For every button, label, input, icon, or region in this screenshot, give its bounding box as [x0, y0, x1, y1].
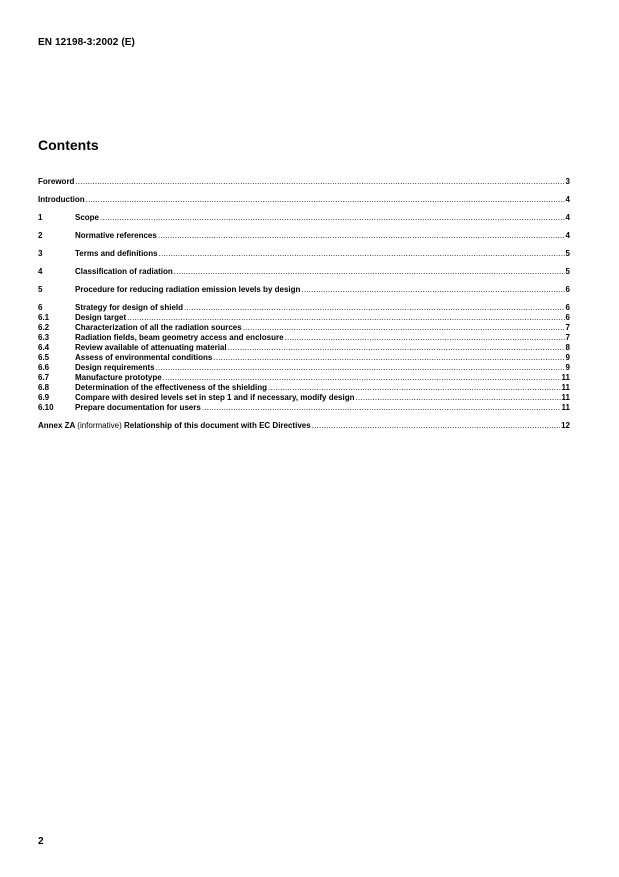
- toc-leader: [202, 403, 561, 413]
- toc-number: 1: [38, 213, 43, 222]
- toc-leader: [163, 373, 561, 383]
- toc-title: Prepare documentation for users: [75, 403, 201, 412]
- toc-leader: [75, 177, 564, 187]
- toc-title: Characterization of all the radiation sources: [75, 323, 242, 332]
- toc-title: Scope: [75, 213, 100, 222]
- toc-entry-annex-za[interactable]: [38, 421, 570, 431]
- toc-entry-6-2[interactable]: [38, 323, 570, 333]
- toc-entry-6-6[interactable]: [38, 363, 570, 373]
- toc-number: 6.10: [38, 403, 54, 412]
- toc-entry-5[interactable]: [38, 285, 570, 295]
- toc-title: Determination of the effectiveness of the shielding: [75, 383, 268, 392]
- toc-page: 8: [565, 343, 570, 352]
- toc-page: 12: [561, 421, 570, 430]
- toc-page: 6: [565, 313, 570, 322]
- toc-leader: [127, 313, 564, 323]
- toc-page: 11: [561, 383, 570, 392]
- toc-title: [38, 421, 311, 431]
- contents-heading: Contents: [38, 137, 99, 153]
- annex-label: Annex ZA: [38, 421, 76, 430]
- toc-leader: [243, 323, 565, 333]
- toc-page: 6: [565, 303, 570, 312]
- toc-leader: [86, 195, 565, 205]
- toc-title: Compare with desired levels set in step 1 and if necessary, modify design: [75, 393, 355, 402]
- toc-number: 6.5: [38, 353, 50, 362]
- toc-entry-6-8[interactable]: [38, 383, 570, 393]
- toc-title: Introduction: [38, 195, 85, 204]
- table-of-contents: [38, 177, 570, 431]
- toc-entry-6-1[interactable]: [38, 313, 570, 323]
- toc-leader: [174, 267, 565, 277]
- toc-number: 6.8: [38, 383, 50, 392]
- toc-page: 11: [561, 403, 570, 412]
- toc-leader: [268, 383, 561, 393]
- toc-page: 4: [565, 195, 570, 204]
- toc-leader: [213, 353, 564, 363]
- toc-title: Manufacture prototype: [75, 373, 162, 382]
- toc-entry-6-3[interactable]: [38, 333, 570, 343]
- annex-title: Relationship of this document with EC Directives: [123, 421, 311, 430]
- toc-number: 5: [38, 285, 43, 294]
- toc-number: 6.3: [38, 333, 50, 342]
- toc-leader: [159, 249, 565, 259]
- toc-title: Design target: [75, 313, 127, 322]
- toc-leader: [156, 363, 565, 373]
- page-number: 2: [38, 836, 44, 847]
- toc-number: 2: [38, 231, 43, 240]
- toc-entry-4[interactable]: [38, 267, 570, 277]
- toc-title: Procedure for reducing radiation emission levels by design: [75, 285, 301, 294]
- toc-entry-2[interactable]: [38, 231, 570, 241]
- toc-page: 5: [565, 267, 570, 276]
- toc-page: 4: [565, 231, 570, 240]
- toc-number: 4: [38, 267, 43, 276]
- toc-page: 11: [561, 373, 570, 382]
- toc-entry-6-10[interactable]: [38, 403, 570, 413]
- toc-title: Radiation fields, beam geometry access and enclosure: [75, 333, 284, 342]
- toc-number: 6: [38, 303, 43, 312]
- toc-entry-6-4[interactable]: [38, 343, 570, 353]
- toc-leader: [285, 333, 565, 343]
- toc-page: 7: [565, 323, 570, 332]
- toc-leader: [100, 213, 565, 223]
- toc-page: 7: [565, 333, 570, 342]
- toc-number: 6.2: [38, 323, 50, 332]
- toc-number: 6.9: [38, 393, 50, 402]
- toc-leader: [228, 343, 565, 353]
- toc-page: 4: [565, 213, 570, 222]
- toc-leader: [184, 303, 565, 313]
- toc-number: 3: [38, 249, 43, 258]
- toc-entry-3[interactable]: [38, 249, 570, 259]
- toc-title: Review available of attenuating material: [75, 343, 227, 352]
- toc-page: 6: [565, 285, 570, 294]
- toc-entry-1[interactable]: [38, 213, 570, 223]
- toc-leader: [301, 285, 564, 295]
- toc-entry-6[interactable]: [38, 303, 570, 313]
- toc-entry-6-5[interactable]: [38, 353, 570, 363]
- toc-entry-introduction[interactable]: [38, 195, 570, 205]
- toc-page: 11: [561, 393, 570, 402]
- toc-title: Assess of environmental conditions: [75, 353, 213, 362]
- toc-number: 6.6: [38, 363, 50, 372]
- toc-page: 9: [565, 363, 570, 372]
- toc-title: Terms and definitions: [75, 249, 158, 258]
- toc-title: Design requirements: [75, 363, 155, 372]
- document-id: EN 12198-3:2002 (E): [38, 37, 135, 48]
- annex-qualifier: (informative): [77, 421, 122, 430]
- toc-page: 3: [565, 177, 570, 186]
- toc-title: Normative references: [75, 231, 157, 240]
- toc-title: Foreword: [38, 177, 75, 186]
- toc-entry-6-9[interactable]: [38, 393, 570, 403]
- toc-title: Classification of radiation: [75, 267, 173, 276]
- toc-leader: [356, 393, 561, 403]
- toc-page: 5: [565, 249, 570, 258]
- toc-leader: [158, 231, 565, 241]
- toc-leader: [312, 421, 560, 431]
- toc-entry-6-7[interactable]: [38, 373, 570, 383]
- toc-page: 9: [565, 353, 570, 362]
- toc-number: 6.7: [38, 373, 50, 382]
- toc-number: 6.1: [38, 313, 50, 322]
- toc-entry-foreword[interactable]: [38, 177, 570, 187]
- toc-title: Strategy for design of shield: [75, 303, 184, 312]
- toc-number: 6.4: [38, 343, 50, 352]
